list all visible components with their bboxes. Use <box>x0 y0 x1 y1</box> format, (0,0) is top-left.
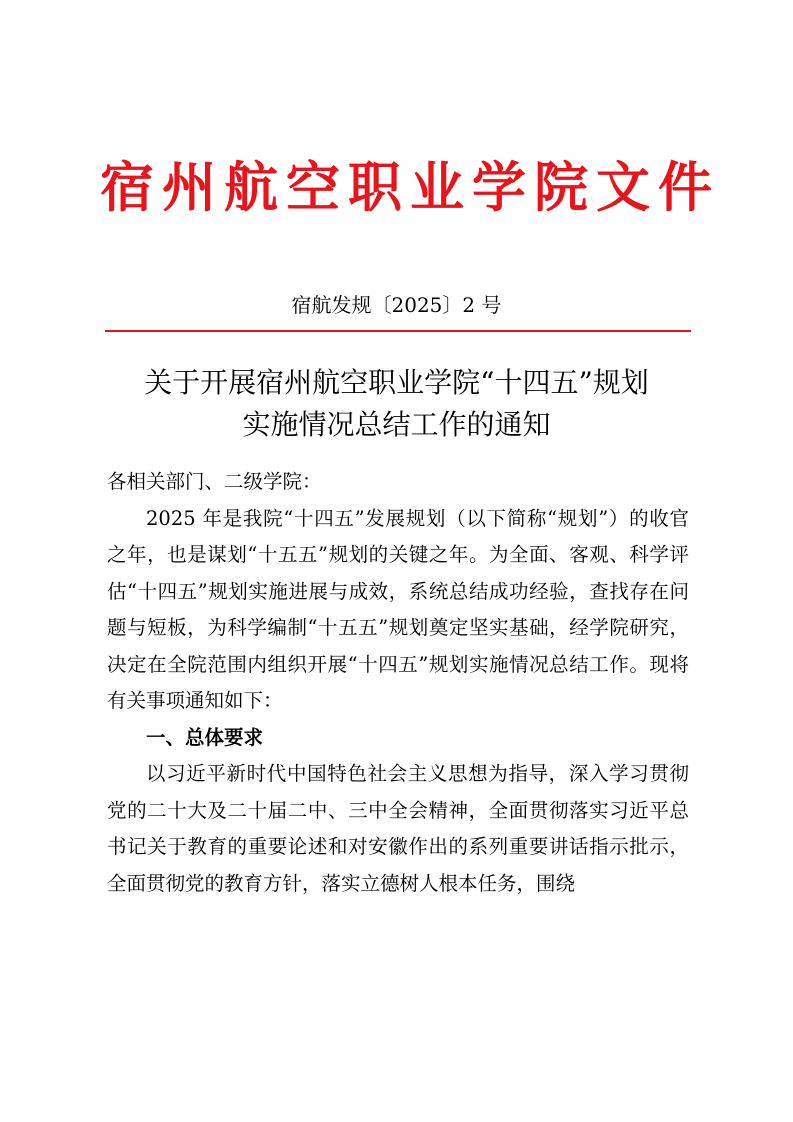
document-body <box>107 464 689 902</box>
masthead-title: 宿州航空职业学院文件 <box>100 156 720 219</box>
paragraph-intro: 2025 年是我院“十四五”发展规划（以下简称“规划”）的收官之年，也是谋划“十五五”规划的关键之年。为全面、客观、科学评估“十四五”规划实施进展与成效，系统总结成功经验，查找存在问题与短板，为科学编制“十五五”规划奠定坚实基础，经学院研究，决定在全院范围内组织开展“十四五”规划实施情况总结工作。现将有关事项通知如下： <box>107 506 689 712</box>
red-divider-line <box>105 330 691 332</box>
section-heading-general-requirements: 一、总体要求 <box>146 725 264 749</box>
title-line-2: 实施情况总结工作的通知 <box>242 408 551 441</box>
document-number: 宿航发规〔2025〕2 号 <box>291 293 502 317</box>
document-title <box>100 362 693 446</box>
paragraph-guiding-principles: 以习近平新时代中国特色社会主义思想为指导，深入学习贯彻党的二十大及二十届二中、三中全会精神，全面贯彻落实习近平总书记关于教育的重要论述和对安徽作出的系列重要讲话指示批示，全面贯彻党的教育方针，落实立德树人根本任务，围绕 <box>107 762 689 895</box>
salutation: 各相关部门、二级学院： <box>107 470 322 493</box>
title-line-1: 关于开展宿州航空职业学院“十四五”规划 <box>144 366 649 399</box>
